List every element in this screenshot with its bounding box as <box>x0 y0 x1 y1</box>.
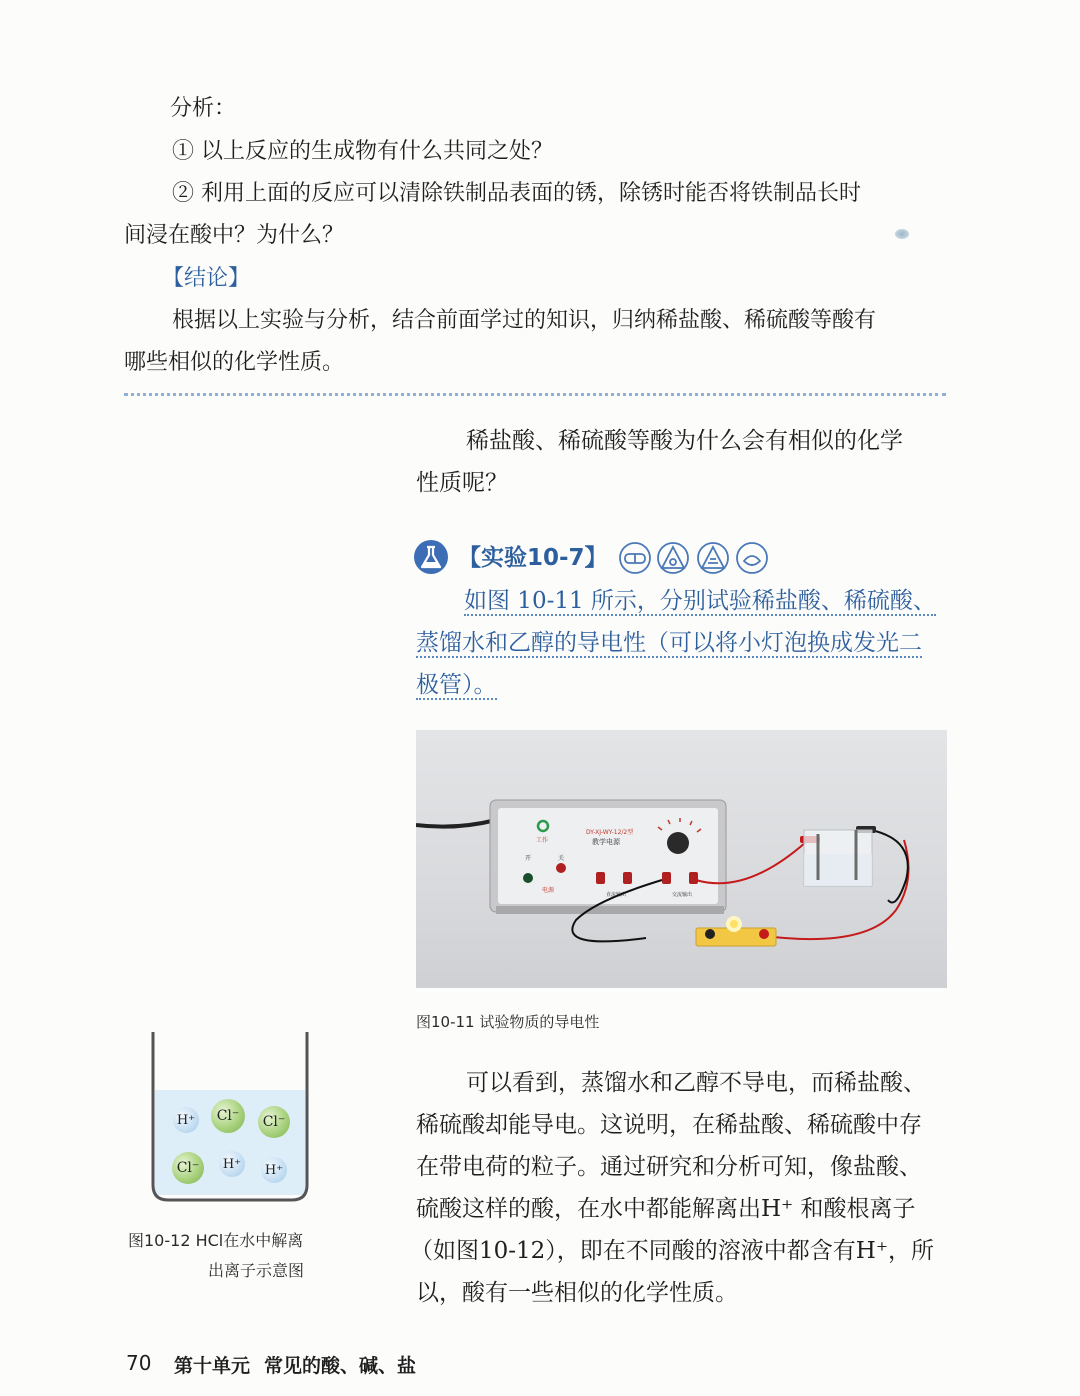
footer-unit: 第十单元 <box>174 1355 251 1377</box>
page-number: 70 <box>126 1351 152 1375</box>
analysis-question-2-line2: 间浸在酸中？为什么？ <box>124 223 345 248</box>
experiment-line2 <box>416 622 922 664</box>
experiment-line3 <box>416 664 497 706</box>
page-speck <box>895 229 909 239</box>
h-ion: H⁺ <box>261 1157 287 1183</box>
body-line5: （如图10-12），即在不同酸的溶液中都含有H⁺，所 <box>410 1238 935 1264</box>
body-line3: 在带电荷的粒子。通过研究和分析可知，像盐酸、 <box>416 1154 922 1180</box>
device-name: 教学电源 <box>592 838 620 846</box>
body-line1: 可以看到，蒸馏水和乙醇不导电，而稀盐酸、 <box>466 1070 926 1096</box>
corrosive-icon <box>698 543 728 573</box>
device-model: DY-XJ-WY-12/2型 <box>586 829 634 836</box>
device-ac-label: 交流输出 <box>672 892 693 898</box>
device-dc-label: 直流输出 <box>606 892 627 898</box>
footer-unit-title: 常见的酸、碱、盐 <box>264 1355 417 1377</box>
device-switch-off: 关 <box>558 855 565 862</box>
device-indicator-label: 工作 <box>536 837 549 844</box>
ion-layer <box>150 1030 310 1205</box>
experiment-line1-text: 如图 10-11 所示，分别试验稀盐酸、稀硫酸、 <box>464 588 936 614</box>
h-ion: H⁺ <box>173 1107 199 1133</box>
experiment-line3-text: 极管）。 <box>416 672 497 698</box>
cl-ion: Cl⁻ <box>172 1152 204 1184</box>
figure-10-12-caption-line2: 出离子示意图 <box>208 1261 305 1280</box>
goggles-icon <box>620 543 650 573</box>
device-power-label: 电源 <box>542 887 555 894</box>
section-divider <box>124 393 946 396</box>
experiment-line2-text: 蒸馏水和乙醇的导电性（可以将小灯泡换成发光二 <box>416 630 922 656</box>
flask-icon <box>414 540 448 574</box>
experiment-line1 <box>464 580 936 622</box>
body-line6: 以，酸有一些相似的化学性质。 <box>416 1280 738 1306</box>
analysis-question-1: ① 以上反应的生成物有什么共同之处？ <box>172 139 553 164</box>
body-line2: 稀硫酸却能导电。这说明，在稀盐酸、稀硫酸中存 <box>416 1112 922 1138</box>
analysis-question-2-line1: ② 利用上面的反应可以清除铁制品表面的锈，除锈时能否将铁制品长时 <box>172 181 861 206</box>
h-ion: H⁺ <box>219 1151 245 1177</box>
wash-hands-icon <box>737 543 767 573</box>
conclusion-heading: 【结论】 <box>162 266 251 291</box>
analysis-heading: 分析： <box>170 96 237 121</box>
figure-10-12-caption-line1: 图10-12 HCl在水中解离 <box>128 1231 304 1250</box>
figure-10-11-photo <box>416 730 947 988</box>
body-line4: 硫酸这样的酸，在水中都能解离出H⁺ 和酸根离子 <box>416 1196 916 1222</box>
cl-ion: Cl⁻ <box>211 1099 245 1133</box>
fire-hazard-icon <box>658 543 688 573</box>
question-line1: 稀盐酸、稀硫酸等酸为什么会有相似的化学 <box>466 428 903 454</box>
device-switch-on: 开 <box>525 855 532 862</box>
cl-ion: Cl⁻ <box>258 1106 290 1138</box>
conclusion-line2: 哪些相似的化学性质。 <box>124 350 345 375</box>
experiment-title: 【实验10-7】 <box>458 545 608 571</box>
safety-icons <box>618 541 770 579</box>
question-line2: 性质呢？ <box>416 470 508 496</box>
conclusion-line1: 根据以上实验与分析，结合前面学过的知识，归纳稀盐酸、稀硫酸等酸有 <box>172 308 877 333</box>
figure-10-11-caption: 图10-11 试验物质的导电性 <box>416 1013 600 1031</box>
